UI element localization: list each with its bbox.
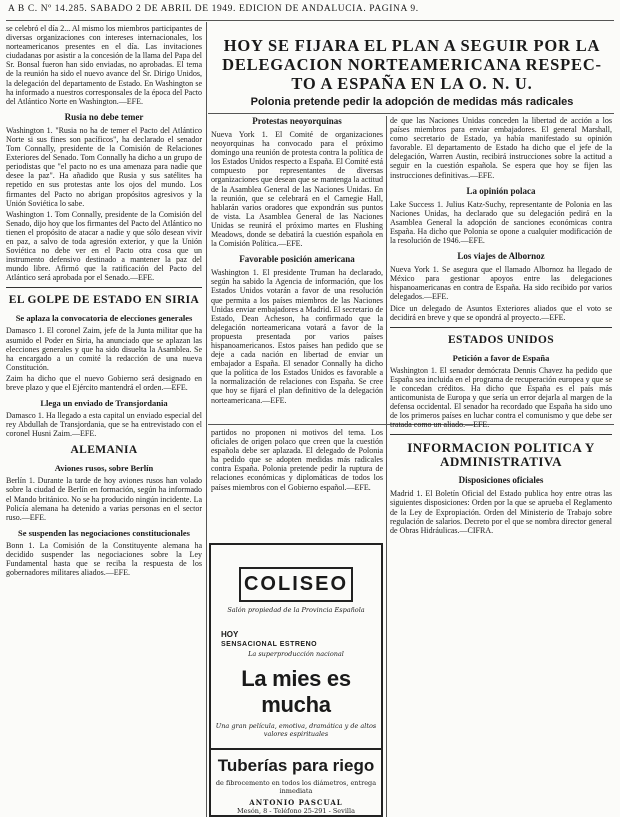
ad-divider	[211, 748, 381, 750]
column-rule-1	[206, 22, 207, 817]
article-text: Bonn 1. La Comisión de la Constituyente alemana ha decidido suspender las negociaciones sobre la Ley Fundamental hasta que se reciba la respuesta de los gobernadores militares aliados.—EFE.	[6, 540, 202, 578]
article-text: partidos no proponen ni motivos del tema. Los oficiales de origen polaco que creen que la cuestión española debe ser aplazada. El delegado de Polonia ha pedido que se adopten medidas más radicales contra España. Polonia pretende pedir la ruptura de relaciones económicas y diplomáticas de todos los países miembros con el Gobierno español.—EFE.	[211, 428, 383, 492]
ad-hoy: HOY	[221, 630, 239, 639]
column-middle	[211, 116, 383, 422]
article-text: Nueva York 1. Se asegura que el llamado Albornoz ha llegado de México para gestionar apoyos entre las delegaciones hispanoamericanas en contra de España. Ha sido recibido por varios delegados.—EFE.	[390, 265, 612, 302]
article-text: Madrid 1. El Boletín Oficial del Estado publica hoy entre otras las siguientes disposiciones: Orden por la que se aprueba el Reglamento de la Ley de Expropiación. Orden del Ministerio de Trabajo sobre regulación de salarios. Decreto por el que se nombra director general de Obras Hidráulicas.—CIFRA.	[390, 489, 612, 535]
page-header: A B C. Nº 14.285. SABADO 2 DE ABRIL DE 1949. EDICION DE ANDALUCIA. PAGINA 9.	[8, 4, 419, 14]
subheading-elecciones: Se aplaza la convocatoria de elecciones generales	[15, 313, 193, 324]
subheading-aviones: Aviones rusos, sobre Berlín	[54, 463, 154, 474]
divider	[390, 434, 612, 435]
film-title: La mies es mucha	[241, 666, 351, 717]
banner-rule	[208, 113, 614, 114]
column-left	[6, 24, 202, 814]
header-rule	[6, 20, 614, 21]
tuberias-title: Tuberías para riego	[217, 756, 375, 775]
article-text: Zaim ha dicho que el nuevo Gobierno será designado en breve plazo y que el Ejército mantendrá el orden.—EFE.	[6, 373, 202, 392]
subheading-albornoz: Los viajes de Albornoz	[457, 251, 545, 262]
advertisement	[209, 543, 383, 817]
headline-line-1: HOY SE FIJARA EL PLAN A SEGUIR POR LA	[223, 36, 601, 55]
column-right	[390, 116, 612, 816]
article-text: Washington 1. Tom Connally, presidente de la Comisión del Senado, dijo hoy que los firmantes del Pacto del Atlántico no tienen el propósito de atacar a nadie y que sólo desean vivir en paz, a salvo de toda agresión exterior, y que la Unión Soviética no debe ver en el Pacto otra cosa que un instrumento defensivo destinado a mantener la paz del mundo libre. Afirmó que la ratificación del Pacto del Atlántico será aprobada por el Senado.—EFE.	[6, 209, 202, 283]
tuberias-text: de fibrocemento en todos los diámetros, entrega inmediata	[215, 779, 377, 795]
article-text: Nueva York 1. El Comité de organizaciones neoyorquinas ha convocado para el próximo domingo una reunión de protesta contra la política de los Estados Unidos respecto a España. El Comité está compuesto por representantes de diversas organizaciones que desean que se mantenga la actitud de la Asamblea General de las Naciones Unidas. En la reunión, que se celebrará en el Carnegie Hall, hablarán varios oradores que expondrán sus puntos de vista. La Asamblea General de las Naciones Unidas se reunirá el próximo martes en Flushing Meadows, donde se debatirá la cuestión española en la Comisión Política.—EFE.	[211, 130, 383, 249]
subheading-peticion: Petición a favor de España	[452, 352, 550, 363]
article-text: Dice un delegado de Asuntos Exteriores aliados que el voto se decidirá en breve y que se opondrá al proyecto.—EFE.	[390, 303, 612, 322]
article-text: Lake Success 1. Julius Katz-Suchy, representante de Polonia en las Naciones Unidas, ha declarado que su delegación pedirá en la Asamblea General la adopción de sanciones económicas contra España. Ha dicho que Polonia se opone a cualquier modificación de la resolución de 1946.—EFE.	[390, 199, 612, 246]
article-text: Washington 1. El presidente Truman ha declarado, según ha sabido la Agencia de información, que los Estados Unidos votarán a favor de una resolución que permita a los países miembros de las Naciones Unidas enviar embajadores a Madrid. El secretario de Estado, Dean Acheson, ha confirmado que la delegación norteamericana votará a favor de la propuesta presentada por varios países hispanoamericanos. Estos países han pedido que se deje a cada nación en libertad de enviar un embajador a España. El senador Connally ha dicho que la política de los Estados Unidos es favorable a la normalización de relaciones con España. Se cree que hoy se fijará el plan definitivo de la delegación norteamericana.—EFE.	[211, 268, 383, 405]
subheading-polaca: La opinión polaca	[466, 185, 536, 196]
tuberias-company: ANTONIO PASCUAL	[249, 798, 343, 807]
ad-superproduccion: La superproducción nacional	[248, 650, 344, 658]
coliseo-tagline: Salón propiedad de la Provincia Española	[227, 606, 365, 614]
headline-line-3: TO A ESPAÑA EN LA O. N. U.	[291, 74, 533, 93]
article-text: Washington 1. "Rusia no ha de temer el Pacto del Atlántico Norte si sus fines son pacíficos", ha declarado el senador Tom Connally, presidente de la Comisión de Relaciones Exteriores del Senado. Tom Connally ha dicho a un grupo de periodistas que "el pacto no es una amenaza para nadie que desee la paz". Ha añadido que Rusia y sus satélites ha repetido en sus protestas ante los ojos del mundo. Los firmantes del Pacto no abrigan propósitos agresivos y la Unión Soviética lo sabe.	[6, 125, 202, 208]
main-subheadline: Polonia pretende pedir la adopción de medidas más radicales	[250, 96, 574, 108]
headline-estados-unidos: ESTADOS UNIDOS	[447, 333, 555, 346]
headline-siria: EL GOLPE DE ESTADO EN SIRIA	[8, 294, 200, 307]
column-middle-cont	[211, 428, 383, 538]
column-rule-2	[386, 116, 387, 817]
film-description: Una gran película, emotiva, dramática y de altos valores espirituales	[215, 722, 377, 738]
tuberias-address: Mesón, 8 - Teléfono 25-291 - Sevilla	[237, 807, 355, 815]
subheading-protestas: Protestas neoyorquinas	[252, 116, 342, 126]
coliseo-title: COLISEO	[239, 567, 353, 602]
article-text: Damasco 1. El coronel Zaim, jefe de la Junta militar que ha asumido el Poder en Siria, ha anunciado que se aplazan las elecciones generales y que ha sido disuelta la Asamblea. Se ha encargado a un comité la redacción de una nueva Constitución.	[6, 326, 202, 372]
article-text: Damasco 1. Ha llegado a esta capital un enviado especial del rey Abdullah de Transjordania, que se ha entrevistado con el coronel Husni Zaim.—EFE.	[6, 411, 202, 439]
headline-alemania: ALEMANIA	[70, 444, 138, 457]
divider	[390, 327, 612, 328]
subheading-transjordania: Llega un enviado de Transjordania	[40, 398, 168, 409]
article-text: Berlín 1. Durante la tarde de hoy aviones rusos han volado sobre la ciudad de Berlín en formación, según ha informado el Mando británico. No se ha producido ningún incidente. La Policía alemana ha detenido a varias personas en el sector ruso.—EFE.	[6, 476, 202, 522]
main-headline	[212, 36, 612, 93]
divider	[6, 287, 202, 288]
subheading-rusia: Rusia no debe temer	[64, 111, 144, 122]
subheading-favorable: Favorable posición americana	[239, 254, 355, 265]
article-text: Washington 1. El senador demócrata Dennis Chavez ha pedido que España sea incluida en el programa de recuperación europea y que se le concedan créditos. Ha dicho que España es el país más anticomunista de Europa y que sería un error dejarla al margen de la defensa occidental. El senador ha recordado que España ha sido uno de los primeros países en luchar contra el comunismo y que debe ser tratada como un aliado.—EFE.	[390, 365, 612, 430]
headline-line-2: DELEGACION NORTEAMERICANA RESPEC-	[222, 55, 602, 74]
ad-estreno: SENSACIONAL ESTRENO	[221, 641, 318, 648]
headline-informacion-politica: INFORMACION POLITICA Y ADMINISTRATIVA	[407, 440, 595, 470]
subheading-negociaciones: Se suspenden las negociaciones constitucionales	[18, 527, 190, 538]
article-text: de que las Naciones Unidas conceden la libertad de acción a los países miembros para enviar embajadores. El general Marshall, como secretario de Estado, ya había manifestado su opinión favorable. El departamento de Estado ha dicho que el jefe de la delegación, Warren Austin, recibirá instrucciones sobre la actitud a seguir en la cuestión española. Se espera que hoy se fijen las instrucciones definitivas.—EFE.	[390, 116, 612, 180]
subheading-disposiciones: Disposiciones oficiales	[458, 475, 544, 486]
article-text: se celebró el día 2... Al mismo los miembros participantes de diversas organizaciones con intereses internacionales, los norteamericanos presentes en el día. Las invitaciones ciudadanas por asistir a la concesión de la llama del Papa del Sr. Bonsal fueron han sido enviadas, no aprobadas. El tema de la reunión ha sido el nuevo avance del Sr. Dirigo Unidos, la delegación del departamento de Estado. En Washington se ha informado a nuestros corresponsales de la época del Pacto del Atlántico Norte en Washington.—EFE.	[6, 24, 202, 106]
